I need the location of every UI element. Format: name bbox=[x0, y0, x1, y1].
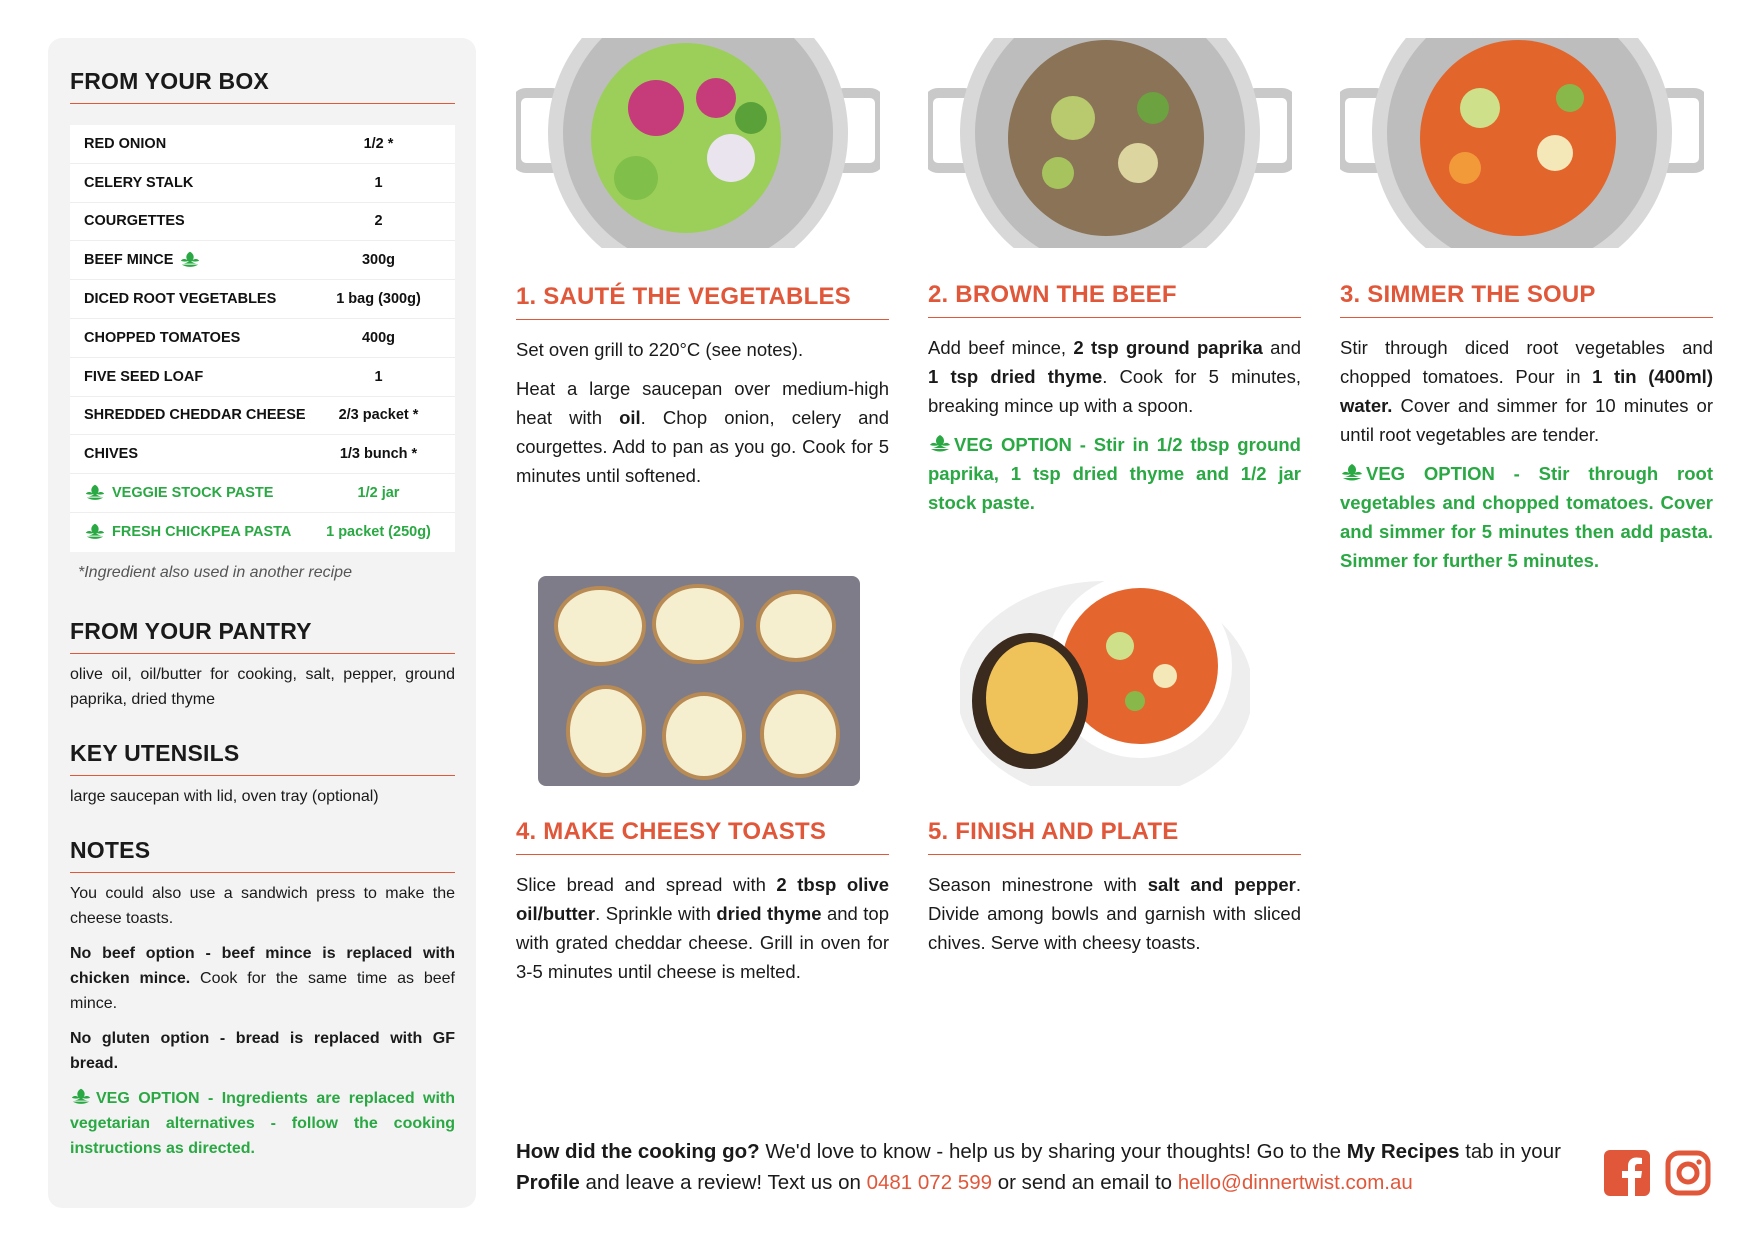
table-row bbox=[70, 358, 455, 397]
ingredients-panel bbox=[48, 38, 476, 1208]
step4-pe: and top with grated cheddar cheese. Grill in oven for 3-5 minutes until cheese is melted. bbox=[516, 903, 890, 982]
ingredient-name-cell bbox=[70, 249, 320, 271]
notes-body bbox=[70, 881, 455, 1161]
notes-heading: NOTES bbox=[70, 837, 455, 873]
step3-title: 3. SIMMER THE SOUP bbox=[1340, 281, 1713, 318]
step2-text bbox=[928, 333, 1301, 527]
step3-photo bbox=[1340, 38, 1704, 248]
utensils-heading: KEY UTENSILS bbox=[70, 740, 455, 776]
step2-title: 2. BROWN THE BEEF bbox=[928, 281, 1301, 318]
ingredient-name: VEGGIE STOCK PASTE bbox=[112, 485, 274, 502]
step1-text bbox=[516, 335, 889, 500]
note-veg-option bbox=[70, 1086, 455, 1161]
leaf-icon bbox=[84, 482, 106, 504]
ingredient-qty: 1 bbox=[374, 368, 383, 385]
table-row bbox=[70, 474, 455, 513]
ingredient-qty: 400g bbox=[361, 329, 396, 346]
step2-para bbox=[928, 333, 1301, 420]
step1-photo bbox=[516, 38, 880, 248]
note-no-beef-rest: Cook for the same time as beef mince. bbox=[70, 970, 455, 1012]
ingredient-name: SHREDDED CHEDDAR CHEESE bbox=[84, 407, 306, 424]
ingredient-name-cell bbox=[70, 521, 320, 543]
table-row bbox=[70, 280, 455, 319]
ingredients-table bbox=[70, 125, 455, 552]
pantry-text: olive oil, oil/butter for cooking, salt, pepper, ground paprika, dried thyme bbox=[70, 666, 455, 708]
step2-photo bbox=[928, 38, 1292, 248]
box-heading: FROM YOUR BOX bbox=[70, 68, 455, 104]
note-no-gluten bbox=[70, 1026, 455, 1076]
table-row bbox=[70, 241, 455, 280]
footer-text1: We'd love to know - help us by sharing your thoughts! Go to the bbox=[759, 1140, 1347, 1163]
note-sandwich-press: You could also use a sandwich press to make the cheese toasts. bbox=[70, 885, 455, 927]
step5-title: 5. FINISH AND PLATE bbox=[928, 818, 1301, 855]
ingredient-name: COURGETTES bbox=[84, 213, 185, 230]
leaf-icon bbox=[70, 1086, 92, 1108]
step5-pc: . Divide among bowls and garnish with sliced chives. Serve with cheesy toasts. bbox=[928, 874, 1301, 953]
step4-pa: Slice bread and spread with bbox=[516, 874, 777, 895]
ingredient-name: CHIVES bbox=[84, 446, 138, 463]
step4-pd: dried thyme bbox=[716, 903, 822, 924]
footer-profile: Profile bbox=[516, 1171, 580, 1194]
step3-pa: Stir through diced root vegetables and chopped tomatoes. Pour in bbox=[1340, 337, 1713, 387]
phone-link[interactable]: 0481 072 599 bbox=[866, 1171, 992, 1194]
step2-pa: Add beef mince, bbox=[928, 337, 1074, 358]
ingredient-qty: 1/3 bunch * bbox=[339, 446, 418, 463]
step5-para bbox=[928, 870, 1301, 957]
ingredient-name: CELERY STALK bbox=[84, 174, 194, 191]
footer-my-recipes: My Recipes bbox=[1346, 1140, 1460, 1163]
step5-text bbox=[928, 870, 1301, 967]
step3-veg-option bbox=[1340, 459, 1713, 575]
table-row bbox=[70, 513, 455, 552]
step2-pe: . Cook for 5 minutes, breaking mince up with a spoon. bbox=[928, 366, 1301, 416]
step2-veg-option bbox=[928, 430, 1301, 517]
footer-text4: or send an email to bbox=[992, 1171, 1178, 1194]
ingredient-name: DICED ROOT VEGETABLES bbox=[84, 291, 277, 308]
ingredient-qty: 1 bag (300g) bbox=[336, 291, 421, 308]
ingredient-footnote: *Ingredient also used in another recipe bbox=[78, 564, 352, 581]
table-row bbox=[70, 164, 455, 203]
facebook-icon[interactable] bbox=[1604, 1150, 1650, 1196]
note-no-beef bbox=[70, 941, 455, 1016]
note-no-gluten-bold: No gluten option - bread is replaced with GF bread. bbox=[70, 1030, 455, 1072]
ingredient-qty: 1 packet (250g) bbox=[326, 524, 431, 541]
ingredient-qty: 2/3 packet * bbox=[338, 407, 419, 424]
table-row bbox=[70, 397, 455, 436]
step4-photo bbox=[538, 576, 860, 786]
feedback-footer bbox=[516, 1136, 1576, 1198]
ingredient-name: BEEF MINCE bbox=[84, 252, 174, 269]
table-row bbox=[70, 435, 455, 474]
table-row bbox=[70, 203, 455, 242]
ingredient-qty: 1 bbox=[374, 174, 383, 191]
step1-p2c: . Chop onion, celery and courgettes. Add to pan as you go. Cook for 5 minutes until softened. bbox=[516, 407, 889, 486]
step1-p2b: oil bbox=[619, 407, 641, 428]
instagram-icon[interactable] bbox=[1665, 1150, 1711, 1196]
step2-veg-text: VEG OPTION - Stir in 1/2 tbsp ground paprika, 1 tsp dried thyme and 1/2 jar stock paste. bbox=[928, 434, 1301, 513]
step3-veg-text: VEG OPTION - Stir through root vegetables and chopped tomatoes. Cover and simmer for 5 minutes then add pasta. Simmer for further 5 minutes. bbox=[1340, 463, 1713, 571]
step2-pc: and bbox=[1262, 337, 1302, 358]
step4-pc: . Sprinkle with bbox=[595, 903, 717, 924]
step3-pb: 1 tin (400ml) water. bbox=[1340, 366, 1713, 416]
step2-pb: 2 tsp ground paprika bbox=[1073, 337, 1263, 358]
step4-para bbox=[516, 870, 889, 986]
footer-text3: and leave a review! Text us on bbox=[579, 1171, 867, 1194]
ingredient-name: CHOPPED TOMATOES bbox=[84, 329, 241, 346]
step3-pc: Cover and simmer for 10 minutes or until root vegetables are tender. bbox=[1340, 395, 1713, 445]
step2-pd: 1 tsp dried thyme bbox=[928, 366, 1103, 387]
note-veg-text: VEG OPTION - Ingredients are replaced with vegetarian alternatives - follow the cooking instructions as directed. bbox=[70, 1090, 455, 1157]
leaf-icon bbox=[928, 432, 952, 456]
table-row bbox=[70, 125, 455, 164]
step1-para1: Set oven grill to 220°C (see notes). bbox=[516, 339, 804, 360]
leaf-icon bbox=[84, 521, 106, 543]
step3-text bbox=[1340, 333, 1713, 585]
ingredient-qty: 300g bbox=[361, 252, 396, 269]
step4-text bbox=[516, 870, 889, 996]
step4-pb: 2 tbsp olive oil/butter bbox=[516, 874, 889, 924]
step4-title: 4. MAKE CHEESY TOASTS bbox=[516, 818, 889, 855]
leaf-icon bbox=[179, 249, 201, 271]
table-row bbox=[70, 319, 455, 358]
ingredient-qty: 1/2 * bbox=[363, 135, 394, 152]
step5-photo bbox=[960, 576, 1250, 786]
step3-para bbox=[1340, 333, 1713, 449]
leaf-icon bbox=[1340, 461, 1364, 485]
footer-question: How did the cooking go? bbox=[516, 1140, 760, 1163]
note-no-beef-bold: No beef option - beef mince is replaced with chicken mince. bbox=[70, 945, 455, 987]
step1-para2 bbox=[516, 374, 889, 490]
footer-text2: tab in your bbox=[1459, 1140, 1561, 1163]
email-link[interactable]: hello@dinnertwist.com.au bbox=[1177, 1171, 1413, 1194]
ingredient-qty: 2 bbox=[374, 213, 383, 230]
ingredient-name-cell bbox=[70, 482, 320, 504]
utensils-text: large saucepan with lid, oven tray (optional) bbox=[70, 788, 379, 805]
ingredient-name: FRESH CHICKPEA PASTA bbox=[112, 524, 292, 541]
step1-p2a: Heat a large saucepan over medium-high heat with bbox=[516, 378, 889, 428]
ingredient-name: FIVE SEED LOAF bbox=[84, 368, 204, 385]
ingredient-qty: 1/2 jar bbox=[357, 485, 400, 502]
step5-pb: salt and pepper bbox=[1147, 874, 1296, 895]
step5-pa: Season minestrone with bbox=[928, 874, 1148, 895]
step1-title: 1. SAUTÉ THE VEGETABLES bbox=[516, 283, 889, 320]
pantry-heading: FROM YOUR PANTRY bbox=[70, 618, 455, 654]
ingredient-name: RED ONION bbox=[84, 135, 167, 152]
